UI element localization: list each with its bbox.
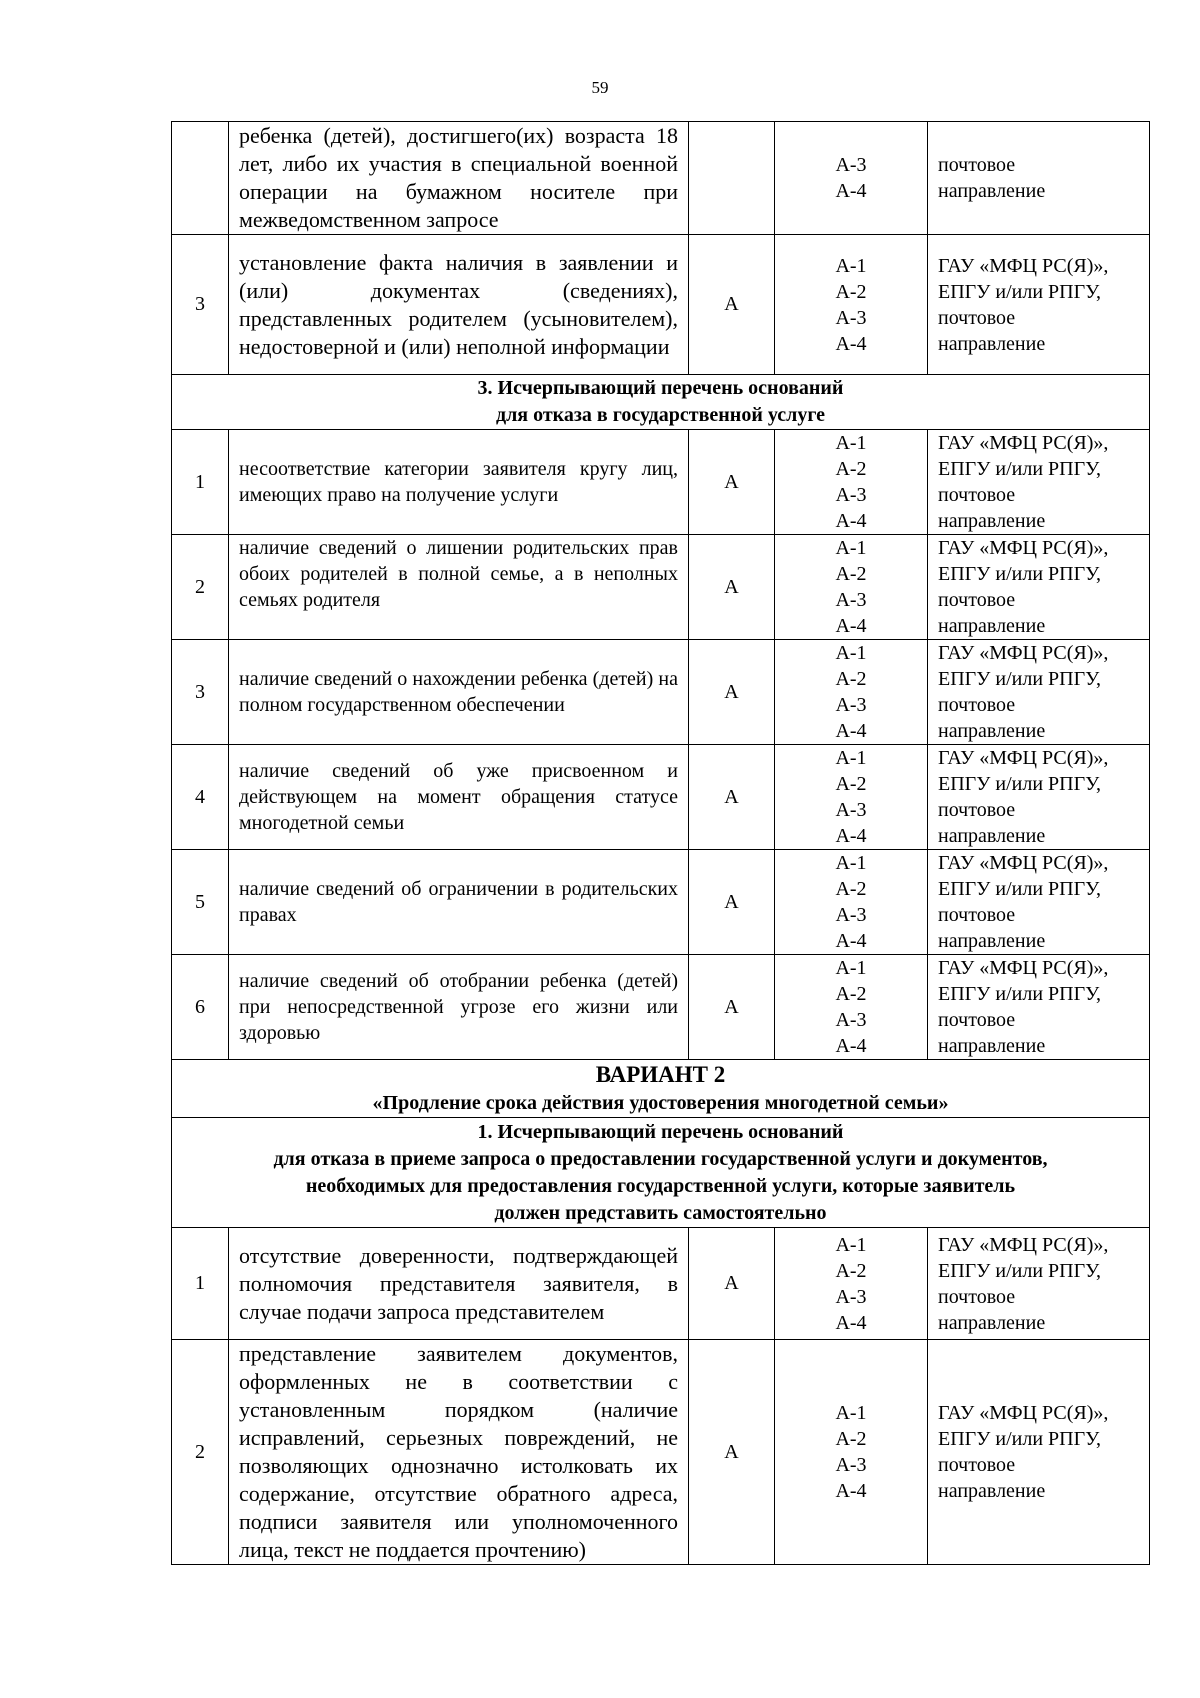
channel-line: почтовое	[938, 1454, 1016, 1476]
channel-line: направление	[938, 180, 1046, 202]
channel-line: ЕПГУ и/или РПГУ,	[938, 983, 1102, 1005]
channel-line: ГАУ «МФЦ РС(Я)»,	[938, 537, 1109, 559]
row-code: А	[689, 955, 775, 1060]
channel-line: направление	[938, 1311, 1046, 1334]
table-row	[172, 640, 1150, 745]
row-stages	[775, 1340, 928, 1565]
variant-header	[172, 1060, 1150, 1118]
stage-code: А-2	[835, 563, 867, 585]
stage-code: А-1	[835, 537, 867, 559]
row-number: 1	[172, 1228, 229, 1340]
stage-code: А-4	[835, 332, 867, 355]
channel-line: почтовое	[938, 1009, 1016, 1031]
row-number: 4	[172, 745, 229, 850]
row-channels	[928, 745, 1150, 850]
row-number: 3	[172, 640, 229, 745]
stage-code: А-3	[835, 484, 867, 506]
row-description: наличие сведений об ограничении в родительских правах	[229, 850, 689, 955]
section-header	[172, 1118, 1150, 1228]
channel-line: почтовое	[938, 154, 1016, 176]
stage-code: А-1	[835, 254, 867, 277]
channel-line: направление	[938, 825, 1046, 847]
channel-line: ГАУ «МФЦ РС(Я)»,	[938, 747, 1109, 769]
stage-code: А-1	[835, 1402, 867, 1424]
section-header	[172, 375, 1150, 430]
row-stages	[775, 745, 928, 850]
stage-code: А-2	[835, 1428, 867, 1450]
stage-code: А-1	[835, 747, 867, 769]
channel-line: почтовое	[938, 904, 1016, 926]
row-stages	[775, 955, 928, 1060]
row-code	[689, 122, 775, 235]
table-row	[172, 745, 1150, 850]
stage-code: А-3	[835, 904, 867, 926]
row-channels	[928, 430, 1150, 535]
channel-line: направление	[938, 332, 1046, 355]
row-code: А	[689, 745, 775, 850]
stage-code: А-3	[835, 306, 867, 329]
row-description: несоответствие категории заявителя кругу лиц, имеющих право на получение услуги	[229, 430, 689, 535]
stage-code: А-3	[835, 1454, 867, 1476]
row-number: 3	[172, 235, 229, 375]
table-row	[172, 235, 1150, 375]
table-row	[172, 955, 1150, 1060]
row-code: А	[689, 1340, 775, 1565]
row-description: наличие сведений об уже присвоенном и действующем на момент обращения статусе многодетной семьи	[229, 745, 689, 850]
channel-line: ГАУ «МФЦ РС(Я)»,	[938, 432, 1109, 454]
row-channels	[928, 235, 1150, 375]
row-channels	[928, 122, 1150, 235]
stage-code: А-4	[835, 930, 867, 952]
row-code: А	[689, 430, 775, 535]
stage-code: А-2	[835, 773, 867, 795]
channel-line: ГАУ «МФЦ РС(Я)»,	[938, 1233, 1109, 1256]
channel-line: ЕПГУ и/или РПГУ,	[938, 563, 1102, 585]
row-stages	[775, 235, 928, 375]
variant-title: ВАРИАНТ 2	[595, 1062, 726, 1087]
row-code: А	[689, 235, 775, 375]
stage-code: А-2	[835, 983, 867, 1005]
channel-line: ГАУ «МФЦ РС(Я)»,	[938, 1402, 1109, 1424]
stage-code: А-4	[835, 825, 867, 847]
stage-code: А-3	[835, 589, 867, 611]
channel-line: направление	[938, 615, 1046, 637]
row-channels	[928, 850, 1150, 955]
channel-line: направление	[938, 510, 1046, 532]
row-description: представление заявителем документов, оформленных не в соответствии с установленным порядком (наличие исправлений, серьезных повреждений, не позволяющих однозначно истолковать их содержание, отсутствие обратного адреса, подписи заявителя или уполномоченного лица, текст не поддается прочтению)	[229, 1340, 689, 1565]
stage-code: А-2	[835, 668, 867, 690]
channel-line: почтовое	[938, 799, 1016, 821]
channel-line: направление	[938, 1480, 1046, 1502]
stage-code: А-1	[835, 1233, 867, 1256]
row-stages	[775, 122, 928, 235]
variant-subtitle: «Продление срока действия удостоверения многодетной семьи»	[372, 1092, 949, 1114]
channel-line: направление	[938, 1035, 1046, 1057]
channel-line: направление	[938, 720, 1046, 742]
channel-line: ЕПГУ и/или РПГУ,	[938, 773, 1102, 795]
row-number: 2	[172, 1340, 229, 1565]
stage-code: А-2	[835, 1259, 867, 1282]
row-code: А	[689, 850, 775, 955]
row-code: А	[689, 535, 775, 640]
row-description: наличие сведений о лишении родительских прав обоих родителей в полной семье, а в неполных семьях родителя	[229, 535, 689, 640]
stage-code: А-4	[835, 1035, 867, 1057]
section-title: 1. Исчерпывающий перечень оснований для отказа в приеме запроса о предоставлении государственной услуги и документов, необходимых для предоставления государственной услуги, которые заявитель должен представить самостоятельно	[172, 1118, 1150, 1228]
stage-code: А-1	[835, 642, 867, 664]
channel-line: ЕПГУ и/или РПГУ,	[938, 458, 1102, 480]
row-channels	[928, 1228, 1150, 1340]
row-stages	[775, 535, 928, 640]
stage-code: А-4	[835, 180, 867, 202]
row-description: наличие сведений о нахождении ребенка (детей) на полном государственном обеспечении	[229, 640, 689, 745]
row-description: наличие сведений об отобрании ребенка (детей) при непосредственной угрозе его жизни или здоровью	[229, 955, 689, 1060]
channel-line: направление	[938, 930, 1046, 952]
stage-code: А-4	[835, 1480, 867, 1502]
table-row	[172, 122, 1150, 235]
row-code: А	[689, 640, 775, 745]
stage-code: А-4	[835, 510, 867, 532]
channel-line: ГАУ «МФЦ РС(Я)»,	[938, 642, 1109, 664]
row-channels	[928, 955, 1150, 1060]
stage-code: А-4	[835, 1311, 867, 1334]
channel-line: ГАУ «МФЦ РС(Я)»,	[938, 957, 1109, 979]
row-code: А	[689, 1228, 775, 1340]
channel-line: ЕПГУ и/или РПГУ,	[938, 668, 1102, 690]
channel-line: почтовое	[938, 589, 1016, 611]
channel-line: почтовое	[938, 1285, 1016, 1308]
row-stages	[775, 640, 928, 745]
stage-code: А-4	[835, 720, 867, 742]
table-row	[172, 535, 1150, 640]
row-stages	[775, 850, 928, 955]
channel-line: ГАУ «МФЦ РС(Я)»,	[938, 852, 1109, 874]
page-number: 59	[591, 78, 609, 97]
row-number: 2	[172, 535, 229, 640]
row-channels	[928, 640, 1150, 745]
stage-code: А-3	[835, 154, 867, 176]
row-stages	[775, 430, 928, 535]
row-number: 5	[172, 850, 229, 955]
table-row	[172, 850, 1150, 955]
stage-code: А-1	[835, 957, 867, 979]
channel-line: почтовое	[938, 694, 1016, 716]
row-description: ребенка (детей), достигшего(их) возраста 18 лет, либо их участия в специальной военной операции на бумажном носителе при межведомственном запросе	[229, 122, 689, 235]
stage-code: А-1	[835, 432, 867, 454]
stage-code: А-3	[835, 799, 867, 821]
channel-line: почтовое	[938, 484, 1016, 506]
channel-line: ЕПГУ и/или РПГУ,	[938, 1259, 1102, 1282]
channel-line: ЕПГУ и/или РПГУ,	[938, 1428, 1102, 1450]
stage-code: А-2	[835, 280, 867, 303]
section-title: 3. Исчерпывающий перечень оснований для отказа в государственной услуге	[172, 375, 1150, 430]
channel-line: ЕПГУ и/или РПГУ,	[938, 280, 1102, 303]
table-row	[172, 430, 1150, 535]
stage-code: А-2	[835, 878, 867, 900]
row-channels	[928, 1340, 1150, 1565]
table-row	[172, 1228, 1150, 1340]
variant-title-cell	[172, 1060, 1150, 1118]
grounds-table	[171, 121, 1150, 1565]
row-description: установление факта наличия в заявлении и (или) документах (сведениях), представленных родителем (усыновителем), недостоверной и (или) неполной информации	[229, 235, 689, 375]
stage-code: А-2	[835, 458, 867, 480]
stage-code: А-4	[835, 615, 867, 637]
channel-line: почтовое	[938, 306, 1016, 329]
stage-code: А-3	[835, 1009, 867, 1031]
stage-code: А-1	[835, 852, 867, 874]
channel-line: ЕПГУ и/или РПГУ,	[938, 878, 1102, 900]
row-number: 1	[172, 430, 229, 535]
row-number: 6	[172, 955, 229, 1060]
row-number	[172, 122, 229, 235]
row-description: отсутствие доверенности, подтверждающей полномочия представителя заявителя, в случае подачи запроса представителем	[229, 1228, 689, 1340]
table-row	[172, 1340, 1150, 1565]
channel-line: ГАУ «МФЦ РС(Я)»,	[938, 254, 1109, 277]
row-channels	[928, 535, 1150, 640]
stage-code: А-3	[835, 1285, 867, 1308]
row-stages	[775, 1228, 928, 1340]
stage-code: А-3	[835, 694, 867, 716]
